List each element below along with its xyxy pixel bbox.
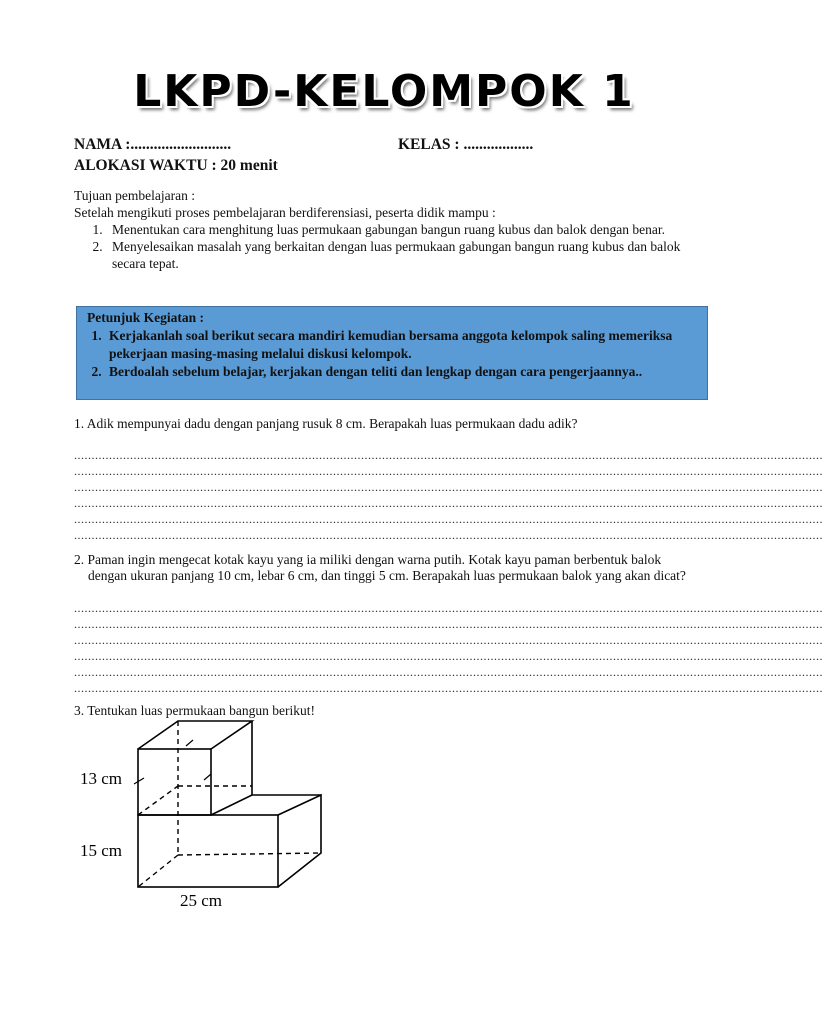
petunjuk-item: 2. Berdoalah sebelum belajar, kerjakan dengan teliti dan lengkap dengan cara pengerjaannya..	[105, 363, 697, 381]
label-15cm: 15 cm	[80, 841, 123, 860]
petunjuk-item: 1. Kerjakanlah soal berikut secara mandiri kemudian bersama anggota kelompok saling memeriksa pekerjaan masing-masing melalui diskusi kelompok.	[105, 327, 697, 363]
tujuan-list	[74, 221, 684, 272]
page-title: LKPD-KELOMPOK 1	[133, 66, 635, 117]
petunjuk-list	[87, 327, 697, 381]
tujuan-heading: Tujuan pembelajaran :	[74, 188, 195, 203]
answer-line[interactable]: ......................................................................................................................................................................................................................	[74, 496, 823, 510]
alokasi-waktu: ALOKASI WAKTU : 20 menit	[74, 157, 278, 174]
answer-line[interactable]: ......................................................................................................................................................................................................................	[74, 448, 823, 462]
answer-line[interactable]: ......................................................................................................................................................................................................................	[74, 464, 823, 478]
tujuan-intro: Setelah mengikuti proses pembelajaran berdiferensiasi, peserta didik mampu :	[74, 205, 496, 220]
answer-line[interactable]: ......................................................................................................................................................................................................................	[74, 512, 823, 526]
question-2: 2. Paman ingin mengecat kotak kayu yang ia miliki dengan warna putih. Kotak kayu paman berbentuk balok dengan ukuran panjang 10 cm, lebar 6 cm, dan tinggi 5 cm. Berapakah luas permukaan balok yang akan dicat?	[74, 552, 686, 583]
petunjuk-heading: Petunjuk Kegiatan :	[87, 310, 205, 325]
lower-block-top	[211, 795, 321, 815]
kelas-field[interactable]: KELAS : ..................	[398, 136, 534, 153]
tujuan-item: 1. Menentukan cara menghitung luas permukaan gabungan bangun ruang kubus dan balok dengan benar.	[106, 221, 684, 238]
composite-solid-figure	[76, 716, 336, 916]
tujuan-item: 2. Menyelesaikan masalah yang berkaitan dengan luas permukaan gabungan bangun ruang kubus dan balok secara tepat.	[106, 238, 684, 272]
tujuan-section	[74, 187, 684, 272]
petunjuk-box	[76, 306, 708, 400]
answer-line[interactable]: ......................................................................................................................................................................................................................	[74, 633, 823, 647]
solid-hidden-edges	[138, 721, 321, 887]
answer-line[interactable]: ......................................................................................................................................................................................................................	[74, 649, 823, 663]
answer-line[interactable]: ......................................................................................................................................................................................................................	[74, 528, 823, 542]
nama-field[interactable]: NAMA :..........................	[74, 136, 232, 153]
question-3: 3. Tentukan luas permukaan bangun berikut!	[74, 703, 315, 718]
cube-front	[138, 749, 211, 815]
answer-line[interactable]: ......................................................................................................................................................................................................................	[74, 617, 823, 631]
answer-line[interactable]: ......................................................................................................................................................................................................................	[74, 665, 823, 679]
lower-block-front	[138, 815, 278, 887]
answer-line[interactable]: ......................................................................................................................................................................................................................	[74, 601, 823, 615]
lower-block-side	[278, 795, 321, 887]
tick-marks	[134, 740, 211, 784]
label-25cm: 25 cm	[180, 891, 223, 910]
answer-line[interactable]: ......................................................................................................................................................................................................................	[74, 681, 823, 695]
answer-line[interactable]: ......................................................................................................................................................................................................................	[74, 480, 823, 494]
cube-top	[138, 721, 252, 749]
label-13cm: 13 cm	[80, 769, 123, 788]
solid-visible-edges	[138, 721, 321, 887]
question-1: 1. Adik mempunyai dadu dengan panjang rusuk 8 cm. Berapakah luas permukaan dadu adik?	[74, 416, 578, 431]
